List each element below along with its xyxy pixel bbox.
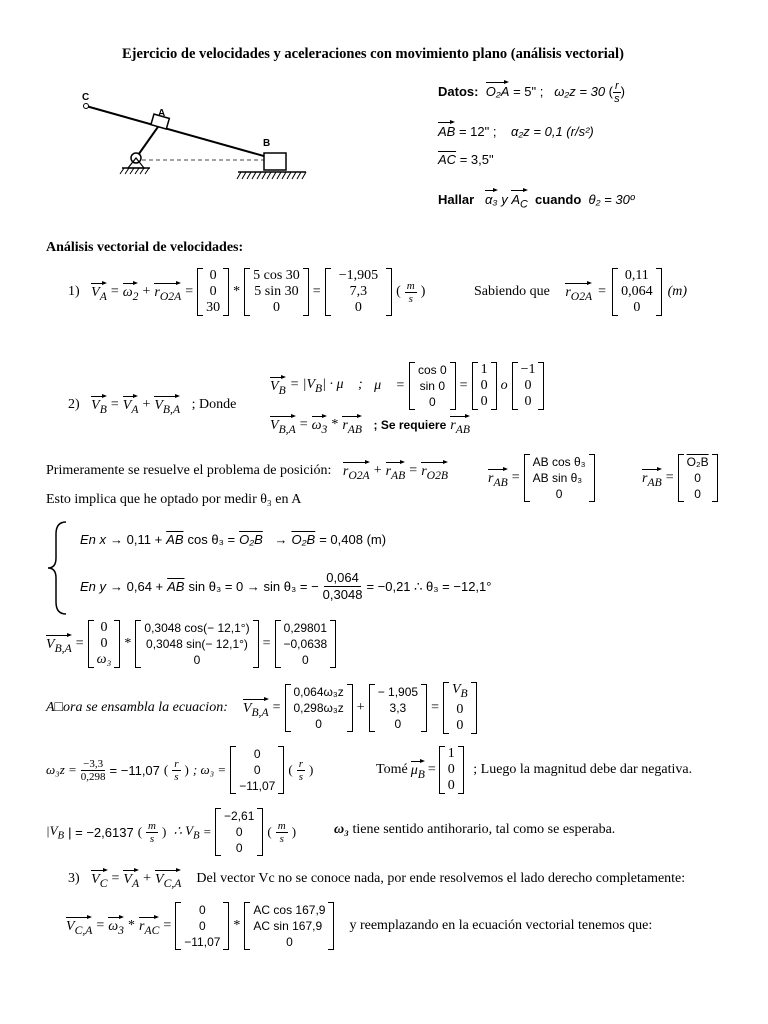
posicion-implica: Esto implica que he optado por medir θ₃ en A [46,492,302,507]
ensambla-eq: A□ora se ensambla la ecuacion: $V_{B,A}$ = 0,064ω₃z 0,298ω₃z 0 + − 1,905 3,3 0 = $V_B$ 0 0 [46,682,477,734]
step1-sabiendo: Sabiendo que $r_{O2A}$ = 0,11 0,064 0 (m) [474,268,687,315]
w3z-eq: ω₃z = $\frac{-3,3}{0,298}$ = −11,07 ( $\frac{r}{s}$ ) ; ω₃ = 0 0 −11,07 ( $\frac{r}{s}$ ) [46,747,314,793]
vb-sentido: ω₃ tiene sentido antihorario, tal como se esperaba. [334,822,616,837]
posicion-text: Primeramente se resuelve el problema de posición: $r_{O2A}$ + $r_{AB}$ = $r_{O2B}$ [46,460,448,482]
diagram-label-b: B [263,138,271,149]
mechanism-diagram [78,88,318,188]
datos-hallar: Hallar α₃ y $A_C$ cuando θ₂ = 30º [438,188,635,211]
step2-equation: 2) $V_B$ = $V_A$ + $V_{B,A}$ ; Donde [68,394,236,416]
step1-equation: 1) $V_A$ = $\omega_2$ + $r_{O2A}$ = 0 0 30 * 5 cos 30 5 sin 30 0 = −1,905 7,3 0 ( $\frac{m}{s}$ ) [68,268,426,315]
datos-line2: AB = 12" ; α₂z = 0,1 (r/s²) [438,120,594,139]
vb-magnitude: $|V_B$ | = −2,6137 ( $\frac{m}{s}$ ) ∴ $V_B$ = −2,61 0 0 ( $\frac{m}{s}$ ) [46,809,297,855]
posicion-rab-matrix: $r_{AB}$ = AB cos θ₃ AB sin θ₃ 0 [488,454,595,502]
w3z-tome: Tomé $\mu_B$ = 1 0 0 ; Luego la magnitud debe dar negativa. [376,746,693,793]
link-cab [86,106,278,160]
step2-vba-def: $V_{B,A}$ = $\omega_3$ * $r_{AB}$ ; Se requiere $r_{AB}$ [270,414,470,436]
vba-calc: $V_{B,A}$ = 0 0 ω₃ * 0,3048 cos(− 12,1°) 0,3048 sin(− 12,1°) 0 = 0,29801 −0,0638 0 [46,620,336,668]
datos-line3: $\overline{AC} = 3,5$" [438,152,494,167]
point-c [84,104,89,109]
section-heading: Análisis vectorial de velocidades: [46,240,244,255]
system-brace [46,520,68,616]
posicion-rab-o2b: $r_{AB}$ = O₂B 0 0 [642,454,718,502]
diagram-label-c: C [82,92,90,103]
slider-b [264,153,286,170]
system-eq-y: En y → 0,64 + $\overline{AB}$ sin θ₃ = 0 → sin θ₃ = − $\frac{0,064}{0,3048}$ = −0,21 ∴ θ₃ = −12,1° [80,570,492,602]
page-title: Ejercicio de velocidades y aceleraciones con movimiento plano (análisis vectorial) [122,46,624,62]
diagram-label-a: A [158,108,166,119]
system-eq-x: En x → 0,11 + $\overline{AB}$ cos θ₃ = O₂B → O₂B = 0,408 (m) [80,532,387,547]
step3-equation: 3) $V_C$ = $V_A$ + $V_{C,A}$ Del vector Vc no se conoce nada, por ende resolvemos el lado derecho completamente: [68,868,685,890]
crank-o2a [136,124,160,158]
step3-vca: $V_{C,A}$ = $\omega_3$ * $r_{AC}$ = 0 0 −11,07 * AC cos 167,9 AC sin 167,9 0 y reemplazando en la ecuación vectorial tenemos que: [66,903,653,949]
step2-vb-def: $V_B$ = $|V_B|$ · μ⃗ ; μ⃗ = cos 0 sin 0 0 = 1 0 0 o −1 0 0 [270,362,544,410]
datos-line1: Datos: O₂A = 5" ; ω₂z = 30 ( $\frac{r}{s}$ ) [438,80,626,106]
